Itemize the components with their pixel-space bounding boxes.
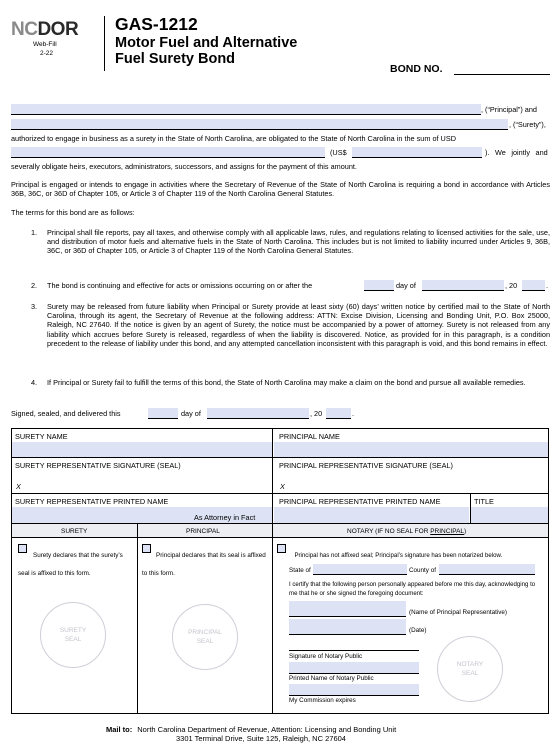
notary-seal: [437, 636, 503, 702]
terms-heading: The terms for this bond are as follows:: [11, 208, 135, 217]
surety-x-mark: X: [16, 482, 21, 491]
principal-declares-text: Principal declares that its seal is affixed to this form.: [142, 552, 266, 577]
logo-dor: DOR: [37, 19, 79, 40]
name-of-principal-rep-label: (Name of Principal Representative): [409, 609, 507, 616]
title-input[interactable]: [471, 507, 548, 523]
principal-name-input[interactable]: [274, 442, 548, 457]
surety-declares-text: Surety declares that the surety’s seal is affixed to this form.: [18, 552, 123, 577]
term-1-num: 1.: [31, 228, 38, 237]
authorized-text: authorized to engage in business as a surety in the State of North Carolina, are obligated to the State of North Carolina in the sum of USD: [11, 134, 456, 143]
principal-declares-row: [142, 544, 268, 580]
date-label: (Date): [409, 627, 427, 634]
bond-no-field[interactable]: [454, 63, 550, 75]
principal-name-label: PRINCIPAL NAME: [279, 432, 340, 441]
term-2-text-b: day of: [396, 281, 416, 290]
notary-checkbox-text: Principal has not affixed seal; Principal’s signature has been notarized below.: [294, 552, 503, 559]
row-divider-2: [11, 493, 549, 494]
principal-declares-checkbox[interactable]: [142, 544, 151, 553]
county-of-field[interactable]: [439, 564, 535, 575]
term-4-text: If Principal or Surety fail to fulfill the terms of this bond, the State of North Carolina may make a claim on the bond and pursue all available remedies.: [47, 378, 526, 387]
signed-year-field[interactable]: [326, 408, 351, 419]
middle-divider: [272, 428, 273, 714]
principal-seal-text: PRINCIPAL SEAL: [188, 629, 222, 645]
row-divider-4: [11, 537, 549, 538]
notary-sig-line[interactable]: [289, 650, 419, 651]
surety-rep-printed-label: SURETY REPRESENTATIVE PRINTED NAME: [15, 497, 169, 506]
principal-rep-name-field[interactable]: [289, 601, 406, 617]
principal-rep-printed-label: PRINCIPAL REPRESENTATIVE PRINTED NAME: [279, 497, 441, 506]
term-2-text-a: The bond is continuing and effective for acts or omissions occurring on or after the: [47, 281, 313, 290]
term-1-text: Principal shall file reports, pay all taxes, and otherwise comply with all applicable laws, rules, and regulations relating to licensed activities for the sale, use, and distribution of motor fuels and alternative fuels in the State of North Carolina. This includes but is not limited to liability incurred under Articles 9, 36B, 36C, or 36D of Chapter 105, or Article 3 of Chapter 119 of the North Carolina General Statutes.: [47, 228, 550, 256]
col-notary-text: NOTARY (IF NO SEAL FOR: [347, 528, 431, 535]
signed-text-d: .: [352, 409, 355, 418]
seal-divider: [137, 523, 138, 714]
term-3-text: Surety may be released from future liability when Principal or Surety provide at least sixty (60) days’ written notice by certified mail to the State of North Carolina, through its agent, the Secretary of Revenue at the following address: ATTN: Excise Division, Licensing and Bonding Unit, P.O. Box 25000, Raleigh, NC 27640. If the notice is given by an agent of Surety, the notice must be accompanied by a power of attorney. Surety is not released from any liability which accrues before Surety is released, regardless of when the liability is discovered. Notice, as provided for in this paragraph, is a condition precedent to the release of liability under this bond, and any attempted cancellation inconsistent with this paragraph is void, and this bond remains in effect.: [47, 302, 550, 348]
surety-suffix: , (“Surety”),: [509, 120, 546, 129]
amount-usd-field[interactable]: [352, 147, 482, 158]
surety-declares-row: [18, 544, 133, 580]
col-surety-header: SURETY: [61, 528, 88, 535]
ncdor-logo: [11, 20, 78, 40]
logo-nc: NC: [11, 19, 38, 40]
term-3-num: 3.: [31, 302, 38, 311]
commission-field[interactable]: [289, 684, 419, 696]
notary-checkbox-row: [277, 544, 545, 562]
principal-name-field[interactable]: [11, 104, 481, 115]
form-title-line1: Motor Fuel and Alternative: [115, 35, 298, 51]
column-header-band: [12, 524, 548, 537]
term-4-num: 4.: [31, 378, 38, 387]
state-of-label: State of: [289, 567, 311, 574]
revision-label: 2-22: [40, 50, 54, 57]
notary-date-field[interactable]: [289, 619, 406, 635]
header-divider: [104, 16, 105, 71]
signed-day-field[interactable]: [148, 408, 178, 419]
bond-no-label: BOND NO.: [390, 63, 443, 75]
signed-text-b: day of: [181, 409, 201, 418]
row-divider-1: [11, 457, 549, 458]
mail-to: [106, 725, 396, 734]
surety-declares-checkbox[interactable]: [18, 544, 27, 553]
form-title-line2: Fuel Surety Bond: [115, 51, 236, 67]
certify-text: I certify that the following person personally appeared before me this day, acknowledging to me that he or she signed the foregoing document:: [289, 581, 536, 597]
col-notary-principal: PRINCIPAL: [430, 528, 465, 535]
principal-seal: [172, 604, 238, 670]
effective-month-field[interactable]: [422, 280, 504, 291]
surety-name-field[interactable]: [11, 119, 508, 130]
printed-notary-label: Printed Name of Notary Public: [289, 675, 374, 682]
sig-notary-label: Signature of Notary Public: [289, 653, 363, 660]
term-2-text-c: , 20: [505, 281, 518, 290]
notary-printed-name-field[interactable]: [289, 662, 419, 674]
title-label: TITLE: [474, 497, 494, 506]
surety-name-input[interactable]: [12, 442, 272, 457]
col-notary-close: ): [464, 528, 467, 535]
term-2-text-d: .: [546, 281, 549, 290]
principal-x-mark: X: [280, 482, 285, 491]
as-attorney-label: As Attorney in Fact: [194, 513, 256, 522]
mail-to-line2: 3301 Terminal Drive, Suite 125, Raleigh, NC 27604: [176, 734, 346, 743]
col-notary-header: [347, 528, 466, 535]
surety-seal-text: SURETY SEAL: [59, 627, 87, 643]
severally-text: severally obligate heirs, executors, administrators, successors, and assigns for the payment of this amount.: [11, 162, 357, 171]
mail-to-label: Mail to:: [106, 725, 133, 734]
notary-seal-text: NOTARY SEAL: [456, 661, 484, 677]
mail-to-line1: North Carolina Department of Revenue, Attention: Licensing and Bonding Unit: [137, 725, 397, 734]
surety-seal: [40, 602, 106, 668]
principal-rep-sig-label: PRINCIPAL REPRESENTATIVE SIGNATURE (SEAL): [279, 461, 453, 470]
principal-rep-printed-input[interactable]: [274, 507, 469, 523]
form-number: GAS-1212: [115, 14, 198, 34]
principal-engaged-text: Principal is engaged or intends to engage in activities where the Secretary of Revenue of the State of North Carolina is requiring a bond in accordance with Articles 36B, 36C, or 36D of Chapter 105, or Article 3 of Chapter 119 of the North Carolina General Statutes.: [11, 180, 550, 199]
term-2-num: 2.: [31, 281, 38, 290]
effective-year-field[interactable]: [522, 280, 545, 291]
surety-name-label: SURETY NAME: [15, 432, 68, 441]
principal-suffix: , (“Principal”) and: [481, 105, 537, 114]
col-principal-header: PRINCIPAL: [186, 528, 220, 535]
surety-rep-sig-label: SURETY REPRESENTATIVE SIGNATURE (SEAL): [15, 461, 181, 470]
commission-label: My Commission expires: [289, 697, 356, 704]
notary-checkbox[interactable]: [277, 544, 286, 553]
webfill-label: Web-Fill: [33, 41, 57, 48]
signed-text-a: Signed, sealed, and delivered this: [11, 409, 121, 418]
jointly-text: ). We jointly and: [485, 148, 548, 157]
county-of-label: County of: [409, 567, 436, 574]
uss-label: (US$: [330, 148, 347, 157]
amount-words-field[interactable]: [11, 147, 325, 158]
signed-month-field[interactable]: [207, 408, 309, 419]
signed-text-c: , 20: [310, 409, 323, 418]
state-of-field[interactable]: [313, 564, 407, 575]
title-divider: [470, 493, 471, 524]
effective-day-field[interactable]: [364, 280, 394, 291]
